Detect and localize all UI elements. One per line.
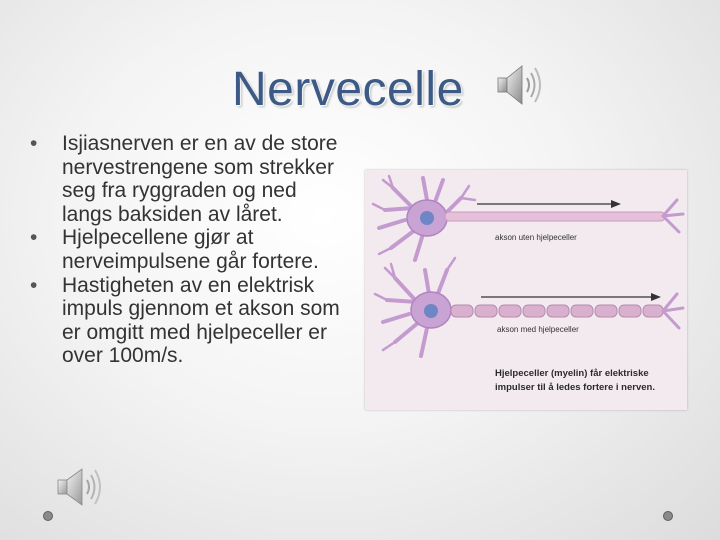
bullet-list bbox=[30, 132, 350, 368]
neuron-figure bbox=[365, 170, 687, 410]
speaker-icon[interactable] bbox=[54, 465, 104, 509]
bullet-item: • Hjelpecellene gjør at nerveimpulsene går fortere. bbox=[30, 226, 350, 273]
slide-title: Nervecelle bbox=[232, 63, 464, 116]
corner-dot-left bbox=[43, 511, 53, 521]
corner-dot-right bbox=[663, 511, 673, 521]
figure-caption-line1: Hjelpeceller (myelin) får elektriske bbox=[495, 368, 649, 379]
label-axon-with: akson med hjelpeceller bbox=[497, 325, 579, 334]
figure-caption-line2: impulser til å ledes fortere i nerven. bbox=[495, 382, 655, 393]
bullet-item: • Hastigheten av en elektrisk impuls gjennom et akson som er omgitt med hjelpeceller er over 100m/s. bbox=[30, 274, 350, 368]
speaker-icon[interactable] bbox=[494, 62, 544, 108]
label-axon-without: akson uten hjelpeceller bbox=[495, 233, 577, 242]
bullet-item: • Isjiasnerven er en av de store nervestrengene som strekker seg fra ryggraden og ned langs baksiden av låret. bbox=[30, 132, 350, 226]
